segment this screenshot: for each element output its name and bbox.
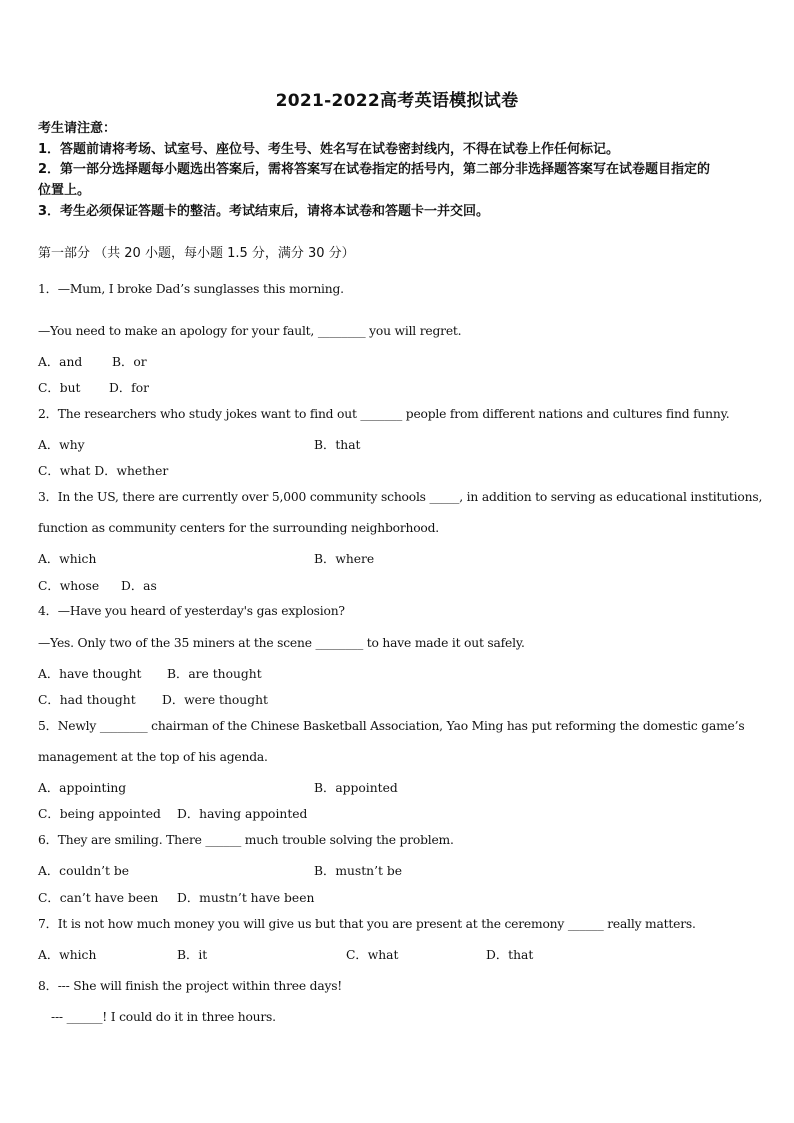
question-5-option-c: C．being appointed — [38, 807, 161, 821]
question-6-option-b: B．mustn’t be — [314, 864, 402, 878]
question-7-option-d: D．that — [486, 948, 534, 962]
question-3-option-c: C．whose — [38, 579, 100, 593]
question-6-text: 6．They are smiling. There ______ much trouble solving the problem. — [38, 833, 454, 847]
notice-line: 1．答题前请将考场、试室号、座位号、考生号、姓名写在试卷密封线内，不得在试卷上作任何标记。 — [38, 142, 620, 157]
question-1-option-b: B．or — [112, 355, 147, 369]
question-3-option-d: D．as — [121, 579, 157, 593]
question-4-option-c: C．had thought — [38, 693, 136, 707]
question-4-option-b: B．are thought — [167, 667, 262, 681]
question-3-option-b: B．where — [314, 552, 375, 566]
page-title: 2021-2022高考英语模拟试卷 — [275, 91, 519, 111]
question-2-option-b: B．that — [314, 438, 361, 452]
question-3-text: 3．In the US, there are currently over 5,000 community schools _____, in addition to serving as educational institutions, — [38, 490, 763, 504]
question-6-option-d: D．mustn’t have been — [177, 891, 315, 905]
question-1-option-c: C．but — [38, 381, 81, 395]
question-4-option-a: A．have thought — [38, 667, 142, 681]
question-3-text: function as community centers for the surrounding neighborhood. — [38, 521, 440, 535]
question-6-option-c: C．can’t have been — [38, 891, 159, 905]
question-1-text: 1．—Mum, I broke Dad’s sunglasses this morning. — [38, 282, 344, 296]
question-8-text: --- ______! I could do it in three hours. — [51, 1010, 276, 1024]
notice-line: 2．第一部分选择题每小题选出答案后，需将答案写在试卷指定的括号内，第二部分非选择题答案写在试卷题目指定的 — [38, 162, 711, 177]
question-5-option-a: A．appointing — [38, 781, 127, 795]
question-7-option-a: A．which — [38, 948, 97, 962]
question-2-option-a: A．why — [38, 438, 85, 452]
section-heading: 第一部分 （共 20 小题，每小题 1.5 分，满分 30 分） — [38, 246, 355, 261]
question-6-option-a: A．couldn’t be — [38, 864, 130, 878]
question-7-text: 7．It is not how much money you will give us but that you are present at the ceremony ______ really matters. — [38, 917, 696, 931]
question-5-text: 5．Newly ________ chairman of the Chinese Basketball Association, Yao Ming has put reforming the domestic game’s — [38, 719, 745, 733]
question-4-text: 4．—Have you heard of yesterday's gas explosion? — [38, 604, 345, 618]
question-8-text: 8．--- She will finish the project within three days! — [38, 979, 343, 993]
question-1-option-d: D．for — [109, 381, 149, 395]
notice-line: 位置上。 — [38, 183, 91, 198]
question-5-option-d: D．having appointed — [177, 807, 308, 821]
question-7-option-b: B．it — [177, 948, 208, 962]
question-2-text: 2．The researchers who study jokes want to find out _______ people from different nations and cultures find funny. — [38, 407, 730, 421]
question-4-text: —Yes. Only two of the 35 miners at the scene ________ to have made it out safely. — [38, 636, 525, 650]
question-5-option-b: B．appointed — [314, 781, 398, 795]
notice-line: 3．考生必须保证答题卡的整洁。考试结束后，请将本试卷和答题卡一并交回。 — [38, 204, 490, 219]
notice-heading: 考生请注意： — [38, 121, 117, 136]
question-3-option-a: A．which — [38, 552, 97, 566]
question-5-text: management at the top of his agenda. — [38, 750, 268, 764]
question-2-option-cd: C．what D．whether — [38, 464, 169, 478]
question-1-option-a: A．and — [38, 355, 83, 369]
question-1-text: —You need to make an apology for your fault, ________ you will regret. — [38, 324, 462, 338]
question-4-option-d: D．were thought — [162, 693, 268, 707]
question-7-option-c: C．what — [346, 948, 399, 962]
